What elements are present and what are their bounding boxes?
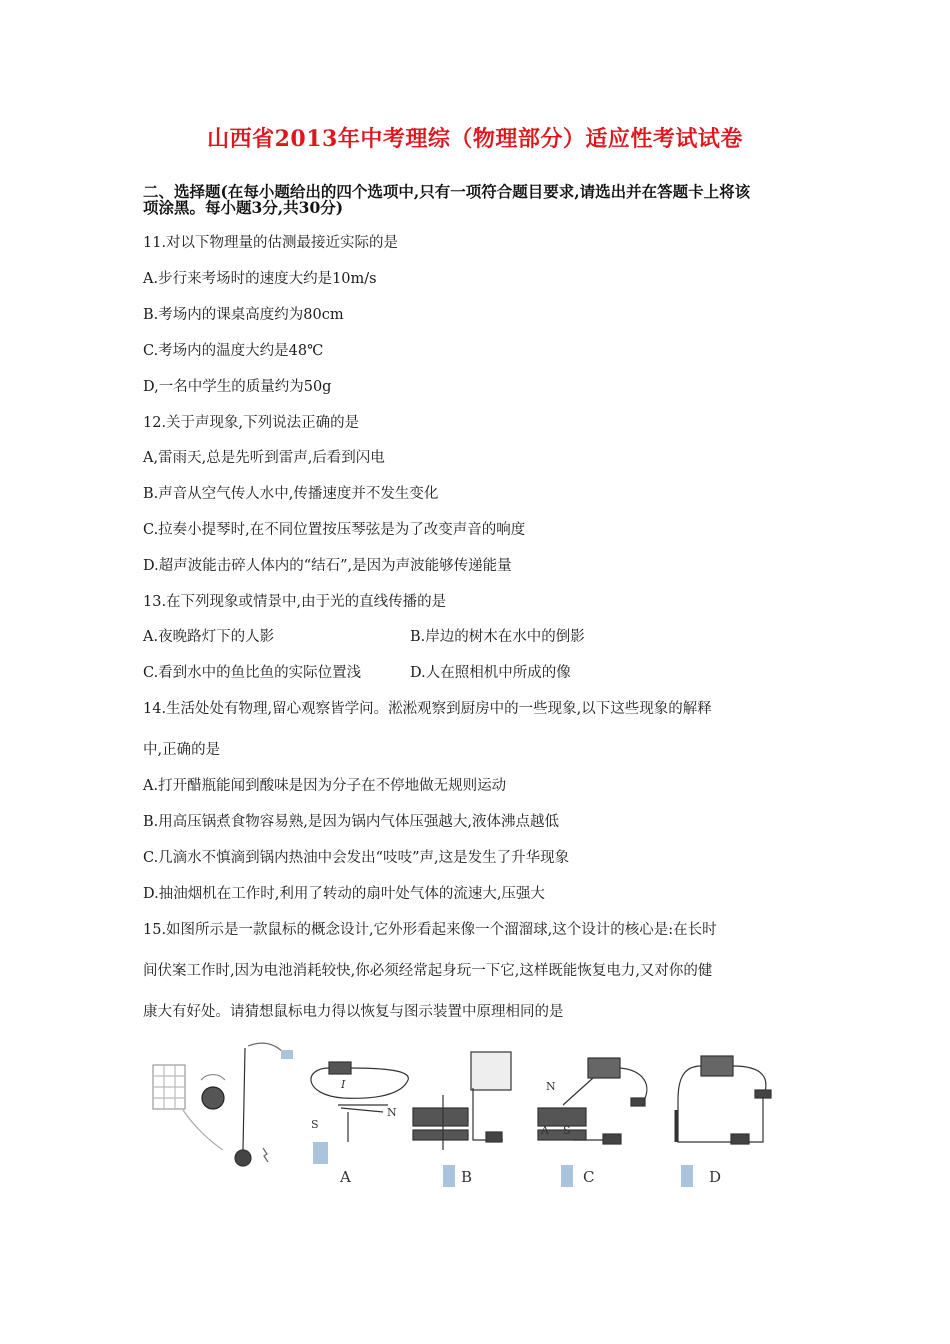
current-mark: I bbox=[341, 1078, 346, 1091]
q13-stem: 13.在下列现象或情景中,由于光的直线传播的是 bbox=[143, 594, 447, 610]
q15-stem-line1: 15.如图所示是一款鼠标的概念设计,它外形看起来像一个溜溜球,这个设计的核心是:在长时 bbox=[143, 922, 717, 938]
option-d-label: D bbox=[709, 1168, 722, 1186]
south-mark: S bbox=[311, 1118, 319, 1131]
pole-n-mark: N bbox=[546, 1080, 556, 1093]
north-mark: N bbox=[387, 1106, 397, 1119]
yoyo-mouse-illustration bbox=[153, 1043, 293, 1166]
q12-option-d: D.超声波能击碎人体内的“结石”,是因为声波能够传递能量 bbox=[143, 558, 512, 574]
q14-option-d: D.抽油烟机在工作时,利用了转动的扇叶处气体的流速大,压强大 bbox=[143, 886, 545, 902]
option-b-diagram bbox=[413, 1052, 511, 1187]
option-b-label: B bbox=[461, 1168, 473, 1186]
pole-a-mark: A bbox=[541, 1124, 549, 1137]
q15-stem-line3: 康大有好处。请猜想鼠标电力得以恢复与图示装置中原理相同的是 bbox=[143, 1004, 564, 1020]
q13-option-d: D.人在照相机中所成的像 bbox=[410, 665, 571, 681]
q11-option-d: D,一名中学生的质量约为50g bbox=[143, 379, 332, 395]
q13-option-c: C.看到水中的鱼比鱼的实际位置浅 bbox=[143, 665, 362, 681]
q14-option-a: A.打开醋瓶能闻到酸味是因为分子在不停地做无规则运动 bbox=[143, 778, 507, 794]
q13-option-a: A.夜晚路灯下的人影 bbox=[143, 629, 275, 645]
q14-option-b: B.用高压锅煮食物容易熟,是因为锅内气体压强越大,液体沸点越低 bbox=[143, 814, 559, 830]
q14-option-c: C.几滴水不慎滴到锅内热油中会发出“吱吱”声,这是发生了升华现象 bbox=[143, 850, 570, 866]
option-d-diagram bbox=[676, 1056, 771, 1187]
section-heading-line1: 二、选择题(在每小题给出的四个选项中,只有一项符合题目要求,请选出并在答题卡上将该 bbox=[143, 182, 751, 201]
q11-stem: 11.对以下物理量的估测最接近实际的是 bbox=[143, 235, 399, 251]
q14-stem-line1: 14.生活处处有物理,留心观察皆学问。淞淞观察到厨房中的一些现象,以下这些现象的解释 bbox=[143, 701, 712, 717]
q15-stem-line2: 间伏案工作时,因为电池消耗较快,你必须经常起身玩一下它,这样既能恢复电力,又对你的健 bbox=[143, 963, 713, 979]
q15-figure bbox=[143, 1030, 813, 1200]
option-c-label: C bbox=[583, 1168, 595, 1186]
q12-option-c: C.拉奏小提琴时,在不同位置按压琴弦是为了改变声音的响度 bbox=[143, 522, 526, 538]
q11-option-b: B.考场内的课桌高度约为80cm bbox=[143, 307, 344, 323]
q11-option-a: A.步行来考场时的速度大约是10m/s bbox=[143, 271, 377, 287]
q11-option-c: C.考场内的温度大约是48℃ bbox=[143, 343, 324, 359]
q14-stem-line2: 中,正确的是 bbox=[143, 742, 221, 758]
pole-s-mark: S bbox=[563, 1124, 571, 1137]
q12-stem: 12.关于声现象,下列说法正确的是 bbox=[143, 415, 360, 431]
section-heading-line2: 项涂黑。每小题3分,共30分) bbox=[143, 198, 344, 217]
page-title: 山西省2013年中考理综（物理部分）适应性考试试卷 bbox=[207, 126, 743, 152]
q13-option-b: B.岸边的树木在水中的倒影 bbox=[410, 629, 585, 645]
option-a-label: A bbox=[340, 1168, 351, 1186]
q12-option-a: A,雷雨天,总是先听到雷声,后看到闪电 bbox=[143, 450, 385, 466]
q12-option-b: B.声音从空气传人水中,传播速度并不发生变化 bbox=[143, 486, 439, 502]
